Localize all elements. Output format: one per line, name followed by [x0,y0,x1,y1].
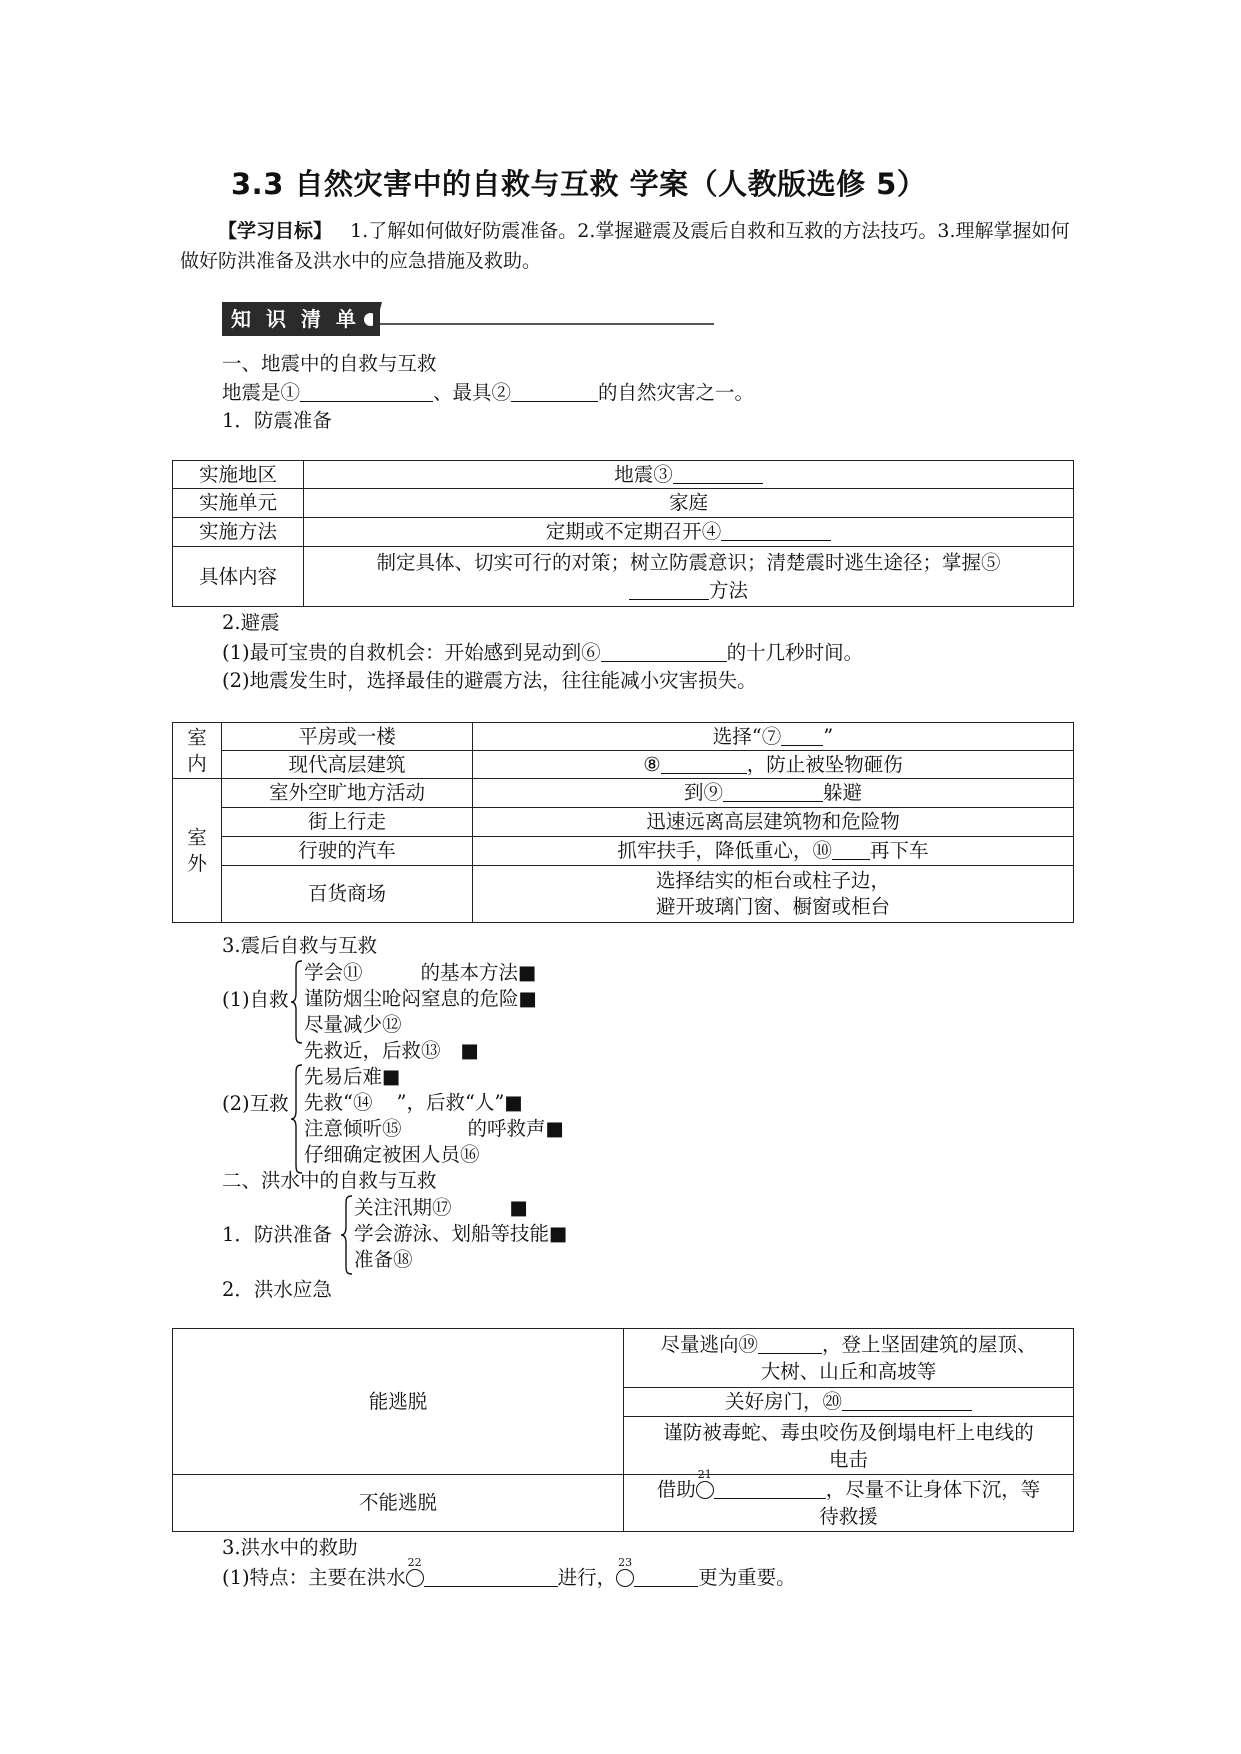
label-char: 室 [187,825,207,849]
avoid-p1 [222,640,863,666]
rescue-p1 [222,1556,796,1591]
list-item [304,1012,402,1038]
rescue-heading: 3.洪水中的救助 [222,1536,358,1559]
value-text: 地震③ [614,462,673,486]
table-row [173,518,1074,547]
separator-glyph: ■ [460,1039,479,1062]
text: 尽量减少⑫ [304,1013,402,1036]
value-suffix: 方法 [708,578,748,602]
table-row [173,723,1074,751]
blank-4[interactable] [721,520,831,541]
circled-number-icon [616,1556,634,1587]
row-value [304,547,1074,607]
blank-9[interactable] [723,781,823,802]
measure-cell [624,1329,1074,1388]
list-item [304,1142,480,1168]
text: ” [823,724,834,748]
separator-glyph: ■ [518,987,537,1010]
text: 躲避 [823,781,863,804]
row-label: 实施单元 [173,489,304,518]
method-cell [473,779,1074,808]
text: (1)特点：主要在洪水 [222,1566,406,1589]
blank-10[interactable] [832,839,870,860]
blank-22[interactable] [424,1566,558,1587]
blank-6[interactable] [601,641,727,662]
table-row [173,808,1074,837]
measure-line: 谨防被毒蛇、毒虫咬伤及倒塌电杆上电线的 [663,1420,1034,1444]
flood-prep-brace [340,1195,354,1275]
table-row [173,751,1074,779]
blank-1[interactable] [300,381,433,402]
table-row [173,1475,1074,1532]
label-char: 内 [187,751,207,775]
list-item [304,1038,479,1064]
row-value: 家庭 [304,489,1074,518]
text: 选择结实的柜台或柱子边， [655,869,890,892]
text: ，登上坚固建筑的屋顶、 [822,1333,1037,1356]
measure-cell [624,1417,1074,1475]
row-value [304,461,1074,489]
bar-notch-decoration [373,302,382,336]
bar-rule [380,323,714,325]
avoid-heading: 2.避震 [222,611,280,634]
blank-19[interactable] [758,1333,822,1354]
text: 进行， [557,1566,617,1589]
method-cell [473,866,1074,923]
self-rescue-label: (1)自救 [222,988,289,1011]
text: 再下车 [870,839,929,862]
earthquake-prep-table [172,460,1074,607]
text: 先救近，后救⑬ [304,1039,441,1062]
circled-number-icon [696,1468,714,1499]
table-row [173,489,1074,518]
value-text: 定期或不定期召开④ [545,520,722,543]
measure-line: 待救援 [819,1505,878,1528]
text: 学会⑪ [304,961,363,984]
list-item [354,1221,567,1247]
measure-cell [624,1388,1074,1417]
mutual-rescue-label: (2)互救 [222,1092,289,1115]
table-row [173,837,1074,866]
text: ，防止被坠物砸伤 [746,752,903,776]
knowledge-list-bar [222,302,380,336]
text: ，尽量不让身体下沉，等 [825,1478,1041,1501]
intro-text-a: 地震是① [222,381,301,404]
text: 选择“⑦ [712,724,782,748]
list-item [304,1064,400,1090]
emergency-heading: 2．洪水应急 [222,1278,332,1301]
blank-5[interactable] [629,579,709,600]
text: 关好房门，⑳ [724,1390,842,1413]
label-char: 室 [187,725,207,749]
prep-heading: 1．防震准备 [222,409,332,432]
blank-21[interactable] [714,1478,826,1499]
objectives-text: 1.了解如何做好防震准备。2.掌握避震及震后自救和互救的方法技巧。3.理解掌握如何做好防洪准备及洪水中的应急措施及救助。 [180,220,1070,272]
earthquake-intro [222,380,754,406]
place-cell: 现代高层建筑 [222,751,473,779]
text: (1)最可宝贵的自救机会：开始感到晃动到⑥ [222,641,601,664]
list-item [304,986,537,1012]
value-line-2 [310,577,1067,605]
avoid-p2: (2)地震发生时，选择最佳的避震方法，往往能减小灾害损失。 [222,669,757,692]
label-char: 外 [187,851,207,875]
text: 借助 [656,1478,696,1501]
blank-20[interactable] [842,1390,972,1411]
method-cell: 迅速远离高层建筑物和危险物 [473,808,1074,837]
measure-line: 电击 [828,1447,868,1471]
section-heading-earthquake: 一、地震中的自救与互救 [222,352,437,375]
mutual-rescue-brace [290,1064,304,1174]
text: 仔细确定被困人员⑯ [304,1143,480,1166]
list-item [304,960,536,986]
intro-text-c: 的自然灾害之一。 [598,381,755,404]
place-cell: 百货商场 [222,866,473,923]
place-cell: 行驶的汽车 [222,837,473,866]
place-cell: 室外空旷地方活动 [222,779,473,808]
circled-number: 23 [618,1556,633,1569]
table-row [173,779,1074,808]
separator-glyph: ■ [509,1196,528,1219]
table-row [173,1329,1074,1388]
measure-cell [624,1468,1074,1532]
circled-number: 21 [697,1468,712,1481]
text: 注意倾听⑮ [304,1117,402,1140]
blank-7[interactable] [781,725,823,746]
text: 学会游泳、划船等技能 [354,1222,550,1245]
intro-text-b: 、最具② [433,381,512,404]
blank-3[interactable] [673,463,763,484]
row-label: 实施地区 [173,461,304,489]
measure-line [630,1331,1067,1358]
table-row [173,866,1074,923]
text: 抓牢扶手，降低重心，⑩ [617,839,832,862]
text: 避开玻璃门窗、橱窗或柜台 [655,895,890,918]
learning-objectives [180,216,1070,276]
outdoor-label [173,779,222,923]
row-label: 具体内容 [173,547,304,607]
text: 关注汛期⑰ [354,1196,452,1219]
place-cell: 平房或一楼 [222,723,473,751]
indoor-label [173,723,222,779]
flood-emergency-table [172,1328,1074,1532]
objectives-label: 【学习目标】 [218,220,333,242]
list-item [304,1116,564,1142]
table-row [173,547,1074,607]
text: 的基本方法 [420,961,519,984]
text: 准备⑱ [354,1248,413,1271]
circled-number: 22 [407,1556,422,1569]
measure-line [630,1468,1067,1503]
list-item [354,1195,528,1221]
row-label: 实施方法 [173,518,304,547]
blank-8[interactable] [661,753,747,774]
text: 的呼救声 [467,1117,546,1140]
separator-glyph: ■ [504,1091,523,1114]
avoidance-table [172,722,1074,923]
separator-glyph: ■ [518,961,537,984]
table-row [173,461,1074,489]
page-title: 3.3 自然灾害中的自救与互救 学案（人教版选修 5） [231,167,927,201]
can-escape-cell: 能逃脱 [173,1329,624,1475]
self-rescue-brace [290,960,304,1044]
measure-line: 大树、山丘和高坡等 [760,1360,937,1383]
knowledge-list-label: 知 识 清 单 [231,307,360,331]
circled-number-icon [406,1556,424,1587]
method-cell [473,751,1074,779]
separator-glyph: ■ [545,1117,564,1140]
place-cell: 街上行走 [222,808,473,837]
blank-23[interactable] [634,1566,698,1587]
separator-glyph: ■ [382,1065,401,1088]
blank-2[interactable] [511,381,598,402]
row-value [304,518,1074,547]
flood-prep-label: 1．防洪准备 [222,1223,332,1246]
text: 到⑨ [683,781,723,804]
text: 尽量逃向⑲ [660,1333,758,1356]
list-item [354,1247,413,1273]
separator-glyph: ■ [549,1222,568,1245]
text: ”，后救“人” [396,1091,505,1114]
text: ⑧ [643,752,661,776]
after-heading: 3.震后自救与互救 [222,934,378,957]
text: 谨防烟尘呛闷窒息的危险 [304,987,519,1010]
method-cell [473,837,1074,866]
text: 先救“⑭ [304,1091,373,1114]
text: 的十几秒时间。 [726,641,864,664]
list-item [304,1090,523,1116]
section-heading-flood: 二、洪水中的自救与互救 [222,1169,437,1192]
text: 更为重要。 [698,1566,796,1589]
value-line-1: 制定具体、切实可行的对策；树立防震意识；清楚震时逃生途径；掌握⑤ [376,550,1001,574]
cannot-escape-cell: 不能逃脱 [173,1475,624,1532]
method-cell [473,723,1074,751]
text: 先易后难 [304,1065,383,1088]
